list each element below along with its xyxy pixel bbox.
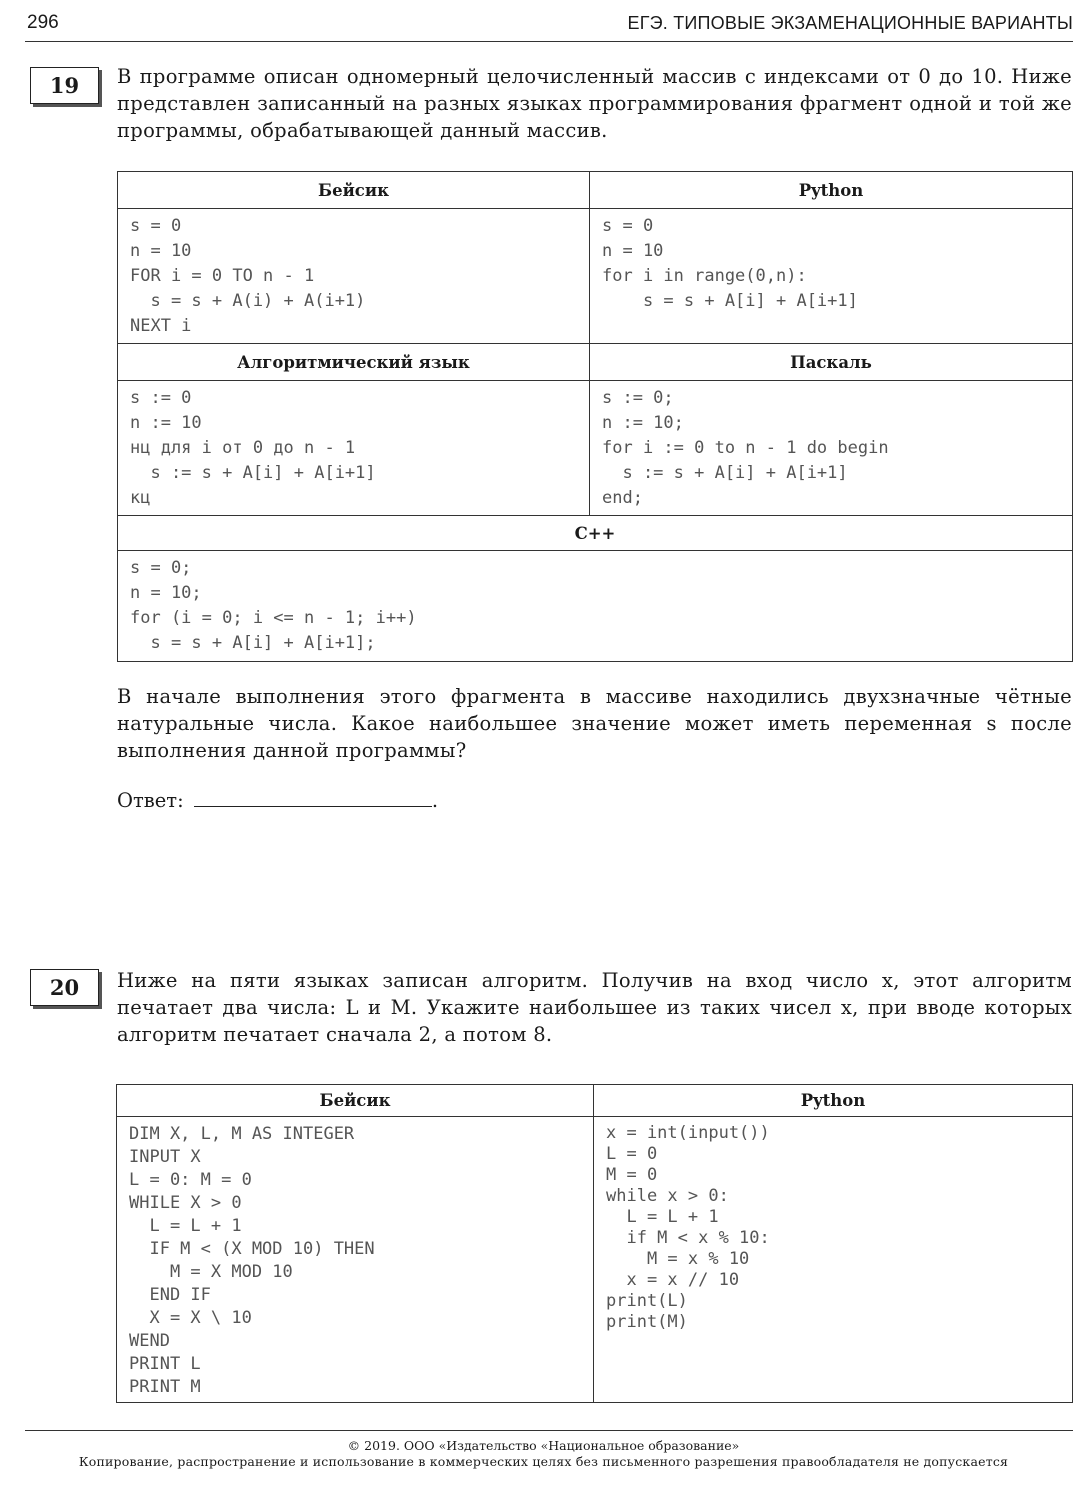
q20-python-header: Python xyxy=(594,1085,1073,1117)
question-19-text: В программе описан одномерный целочисленный массив с индексами от 0 до 10. Ниже представлен записанный на разных языках программирования фрагмент одной и той же программы, обрабатывающей данный массив. xyxy=(117,65,1072,142)
question-20-number: 20 xyxy=(30,969,99,1006)
question-19-question: В начале выполнения этого фрагмента в массиве находились двухзначные чётные натуральные числа. Какое наибольшее значение может иметь переменная s после выполнения данной программы? xyxy=(117,685,1072,762)
pascal-code: s := 0; n := 10; for i := 0 to n - 1 do begin s := s + A[i] + A[i+1] end; xyxy=(602,388,889,508)
alg-header: Алгоритмический язык xyxy=(118,344,590,381)
question-20-text: Ниже на пяти языках записан алгоритм. Получив на вход число x, этот алгоритм печатает два числа: L и M. Укажите наибольшее из таких чисел x, при вводе которых алгоритм печатает сначала 2, а потом 8. xyxy=(117,969,1072,1046)
question-19-number: 19 xyxy=(30,67,99,104)
question-19-code-table xyxy=(117,171,1073,662)
q20-python-code: x = int(input()) L = 0 M = 0 while x > 0: L = L + 1 if M < x % 10: M = x % 10 x = x // 10 print(L) print(M) xyxy=(606,1123,770,1332)
header-divider xyxy=(25,41,1073,42)
alg-code: s := 0 n := 10 нц для i от 0 до n - 1 s := s + A[i] + A[i+1] кц xyxy=(130,388,376,508)
basic-header: Бейсик xyxy=(118,172,590,209)
answer-field[interactable] xyxy=(194,786,432,807)
footer-copyright: © 2019. ООО «Издательство «Национальное образование» xyxy=(347,1438,740,1453)
answer-row: Ответ: . xyxy=(117,786,438,812)
answer-label: Ответ: xyxy=(117,789,184,812)
q20-basic-code: DIM X, L, M AS INTEGER INPUT X L = 0: M = 0 WHILE X > 0 L = L + 1 IF M < (X MOD 10) THEN M = X MOD 10 END IF X = X \ 10 WEND PRINT L PRINT M xyxy=(129,1124,375,1397)
q20-basic-header: Бейсик xyxy=(117,1085,594,1117)
running-header: ЕГЭ. ТИПОВЫЕ ЭКЗАМЕНАЦИОННЫЕ ВАРИАНТЫ xyxy=(627,13,1073,33)
python-header: Python xyxy=(590,172,1073,209)
cpp-code: s = 0; n = 10; for (i = 0; i <= n - 1; i++) s = s + A[i] + A[i+1]; xyxy=(130,558,417,653)
python-code: s = 0 n = 10 for i in range(0,n): s = s + A[i] + A[i+1] xyxy=(602,216,858,311)
page-number: 296 xyxy=(27,12,59,33)
footer-divider xyxy=(25,1430,1073,1431)
cpp-header: C++ xyxy=(118,516,1073,551)
question-20-code-table xyxy=(116,1084,1073,1403)
basic-code: s = 0 n = 10 FOR i = 0 TO n - 1 s = s + A(i) + A(i+1) NEXT i xyxy=(130,216,366,336)
pascal-header: Паскаль xyxy=(590,344,1073,381)
footer-notice: Копирование, распространение и использование в коммерческих целях без письменного разрешения правообладателя не допускается xyxy=(78,1454,1009,1469)
